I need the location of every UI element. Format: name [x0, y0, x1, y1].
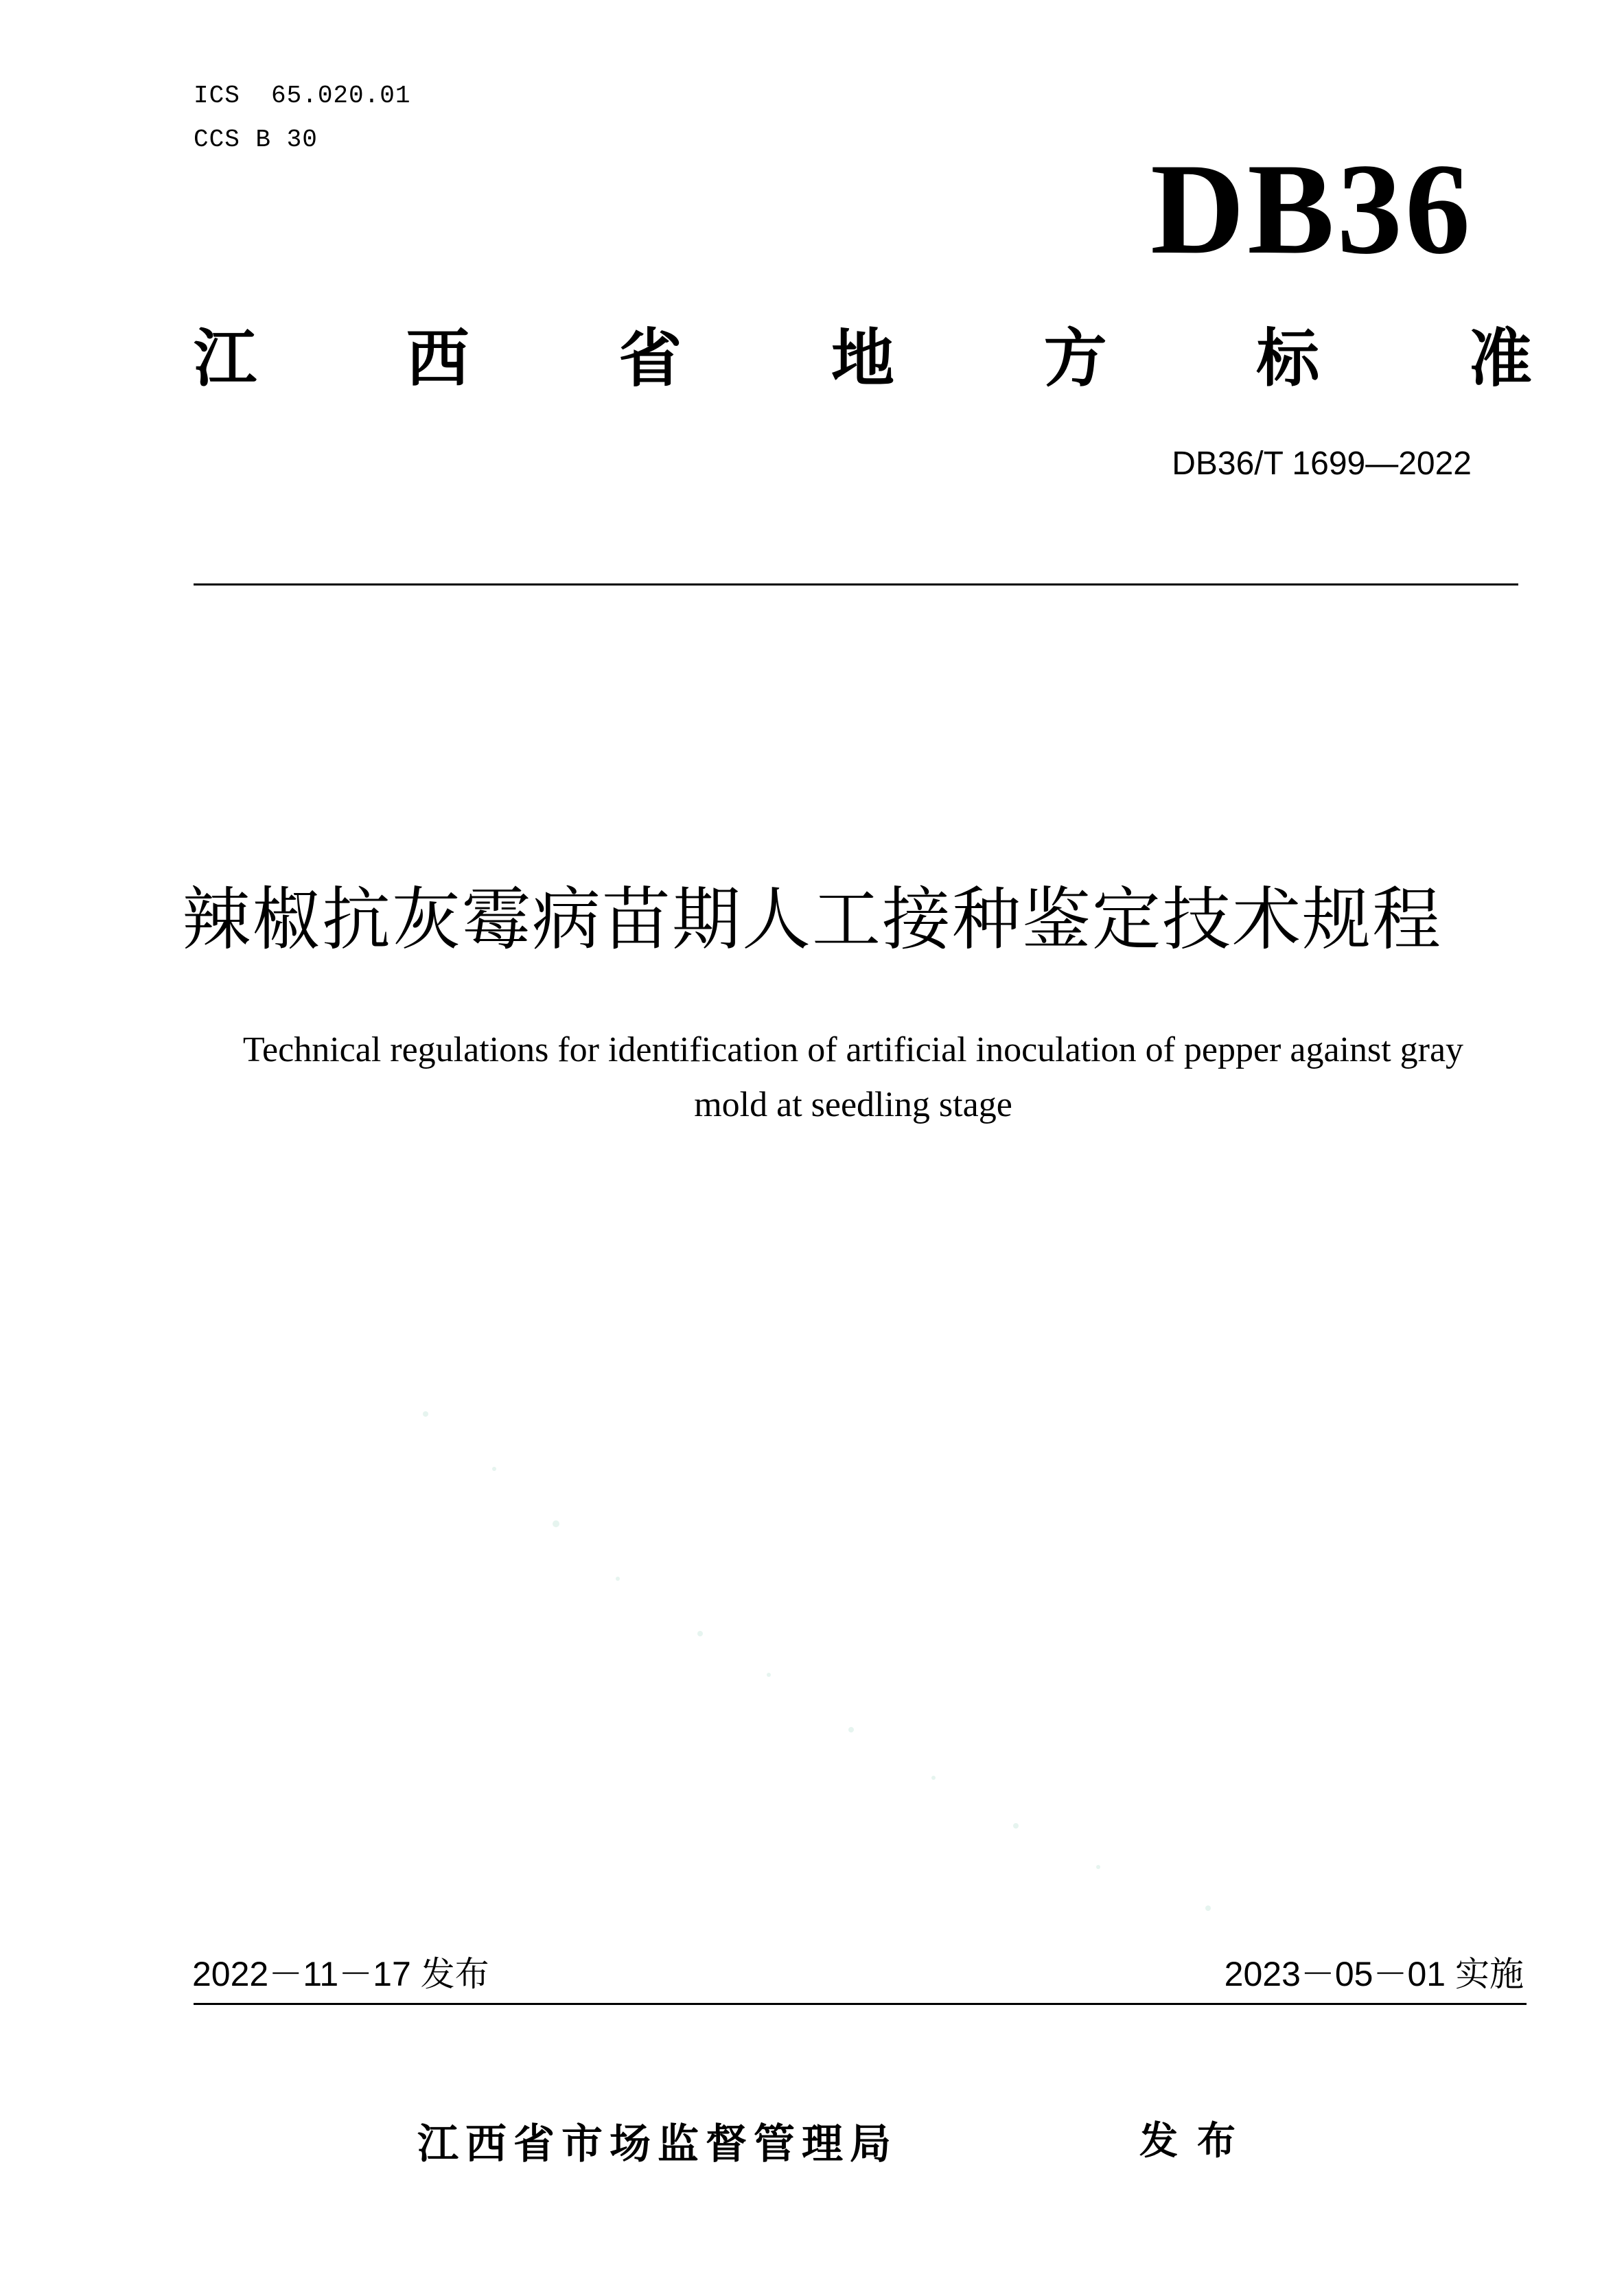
standard-type-char: 江	[194, 322, 257, 395]
bottom-divider	[194, 2003, 1527, 2005]
faint-watermark	[412, 1387, 1304, 1936]
standard-type-char: 准	[1468, 322, 1532, 395]
standard-type-char: 西	[406, 322, 469, 395]
top-divider	[194, 583, 1518, 585]
standard-number: DB36/T 1699—2022	[1172, 445, 1472, 482]
title-english-line-2: mold at seedling stage	[694, 1085, 1012, 1124]
document-title-english	[185, 1023, 1521, 1133]
issuing-authority: 江西省市场监督管理局	[417, 2120, 898, 2168]
implementation-date: 2023－05－01 实施	[1224, 1955, 1524, 1993]
standard-type-char: 省	[618, 322, 682, 395]
document-title-chinese: 辣椒抗灰霉病苗期人工接种鉴定技术规程	[182, 879, 1442, 960]
standard-type-char: 标	[1256, 322, 1320, 395]
standard-type-heading	[194, 321, 1532, 397]
ccs-code: CCS B 30	[194, 126, 318, 154]
issue-label: 发布	[1139, 2119, 1255, 2164]
standard-type-char: 方	[1043, 322, 1107, 395]
standard-type-char: 地	[831, 322, 894, 395]
ics-code: ICS 65.020.01	[194, 82, 411, 110]
db36-logo: DB36	[1150, 137, 1473, 281]
title-english-line-1: Technical regulations for identification of artificial inoculation of pepper against gray	[242, 1030, 1464, 1069]
publish-date: 2022－11－17 发布	[192, 1955, 489, 1993]
